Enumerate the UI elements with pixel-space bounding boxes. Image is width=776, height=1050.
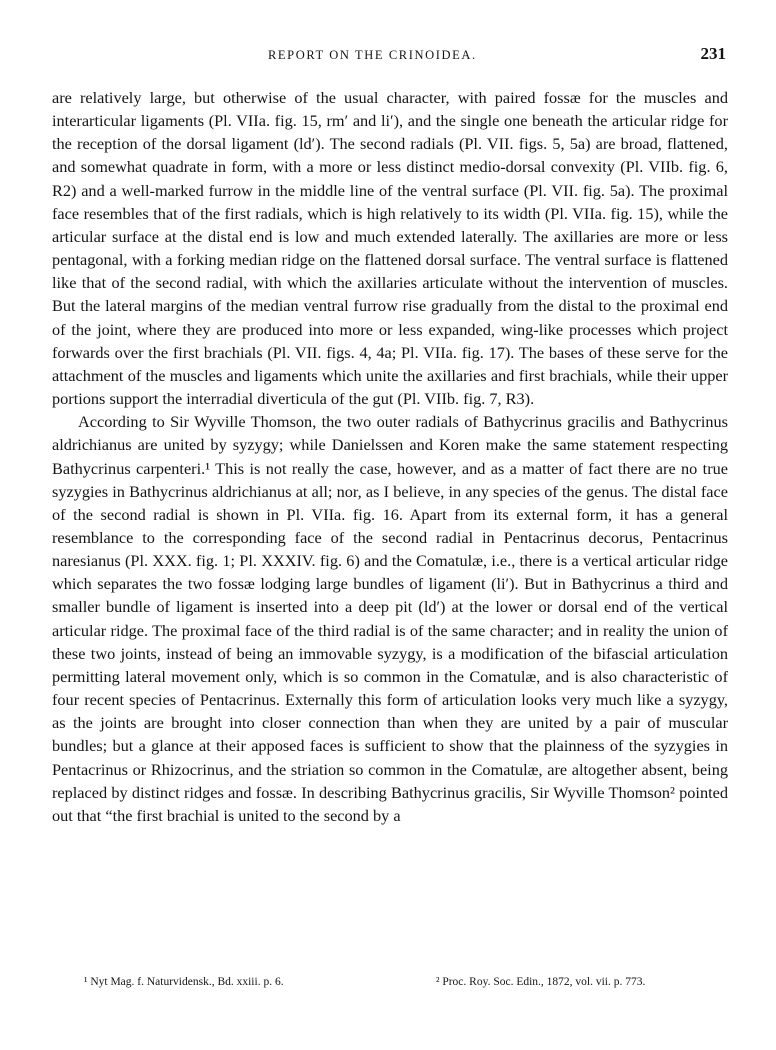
paragraph-continued: are relatively large, but otherwise of the usual character, with paired fossæ for the muscles and interarticular ligaments (Pl. VIIa. fig. 15, rm′ and li′), and the single one beneath the articular ridge for the reception of the dorsal ligament (ld′). The second radials (Pl. VII. figs. 5, 5a) are broad, flattened, and somewhat quadrate in form, with a more or less distinct medio-dorsal convexity (Pl. VIIb. fig. 6, R2) and a well-marked furrow in the middle line of the ventral surface (Pl. VII. fig. 5a). The proximal face resembles that of the first radials, which is high relatively to its width (Pl. VIIa. fig. 15), while the articular surface at the distal end is low and much extended laterally. The axillaries are more or less pentagonal, with a forking median ridge on the flattened dorsal surface. The ventral surface is flattened like that of the second radial, with which the axillaries articulate without the intervention of muscles. But the lateral margins of the median ventral furrow rise gradually from the distal to the proximal end of the joint, where they are produced into more or less expanded, wing-like processes which project forwards over the first brachials (Pl. VII. figs. 4, 4a; Pl. VIIa. fig. 17). The bases of these serve for the attachment of the muscles and ligaments which unite the axillaries and first brachials, while their upper portions support the interradial diverticula of the gut (Pl. VIIb. fig. 7, R3). — [52, 88, 728, 409]
paragraph-syzygy: According to Sir Wyville Thomson, the two outer radials of Bathycrinus gracilis and Bathycrinus aldrichianus are united by syzygy; while Danielssen and Koren make the same statement respecting Bathycrinus carpenteri.¹ This is not really the case, however, and as a matter of fact there are no true syzygies in Bathycrinus aldrichianus at all; nor, as I believe, in any species of the genus. The distal face of the second radial is shown in Pl. VIIa. fig. 16. Apart from its external form, it has a general resemblance to the corresponding face of the second radial in Pentacrinus decorus, Pentacrinus naresianus (Pl. XXX. fig. 1; Pl. XXXIV. fig. 6) and the Comatulæ, i.e., there is a vertical articular ridge which separates the two fossæ lodging large bundles of ligament (li′). But in Bathycrinus a third and smaller bundle of ligament is inserted into a deep pit (ld′) at the lower or dorsal end of the vertical articular ridge. The proximal face of the third radial is of the same character; and in reality the union of these two joints, instead of being an immovable syzygy, is a modification of the bifascial articulation permitting lateral movement only, which is so common in the Comatulæ, and is also characteristic of four recent species of Pentacrinus. Externally this form of articulation looks very much like a syzygy, as the joints are brought into closer connection than when they are united by a pair of muscular bundles; but a glance at their apposed faces is sufficient to show that the plainness of the syzygies in Pentacrinus or Rhizocrinus, and the striation so common in the Comatulæ, are altogether absent, being replaced by distinct ridges and fossæ. In describing Bathycrinus gracilis, Sir Wyville Thomson² pointed out that “the first brachial is united to the second by a — [52, 412, 728, 825]
footnote-2: ² Proc. Roy. Soc. Edin., 1872, vol. vii. p. 773. — [436, 976, 646, 988]
page-header — [0, 44, 776, 70]
footnote-1: ¹ Nyt Mag. f. Naturvidensk., Bd. xxiii. p. 6. — [84, 976, 284, 988]
running-title: REPORT ON THE CRINOIDEA. — [268, 48, 477, 62]
body-text — [52, 86, 728, 827]
page-number: 231 — [700, 44, 726, 63]
